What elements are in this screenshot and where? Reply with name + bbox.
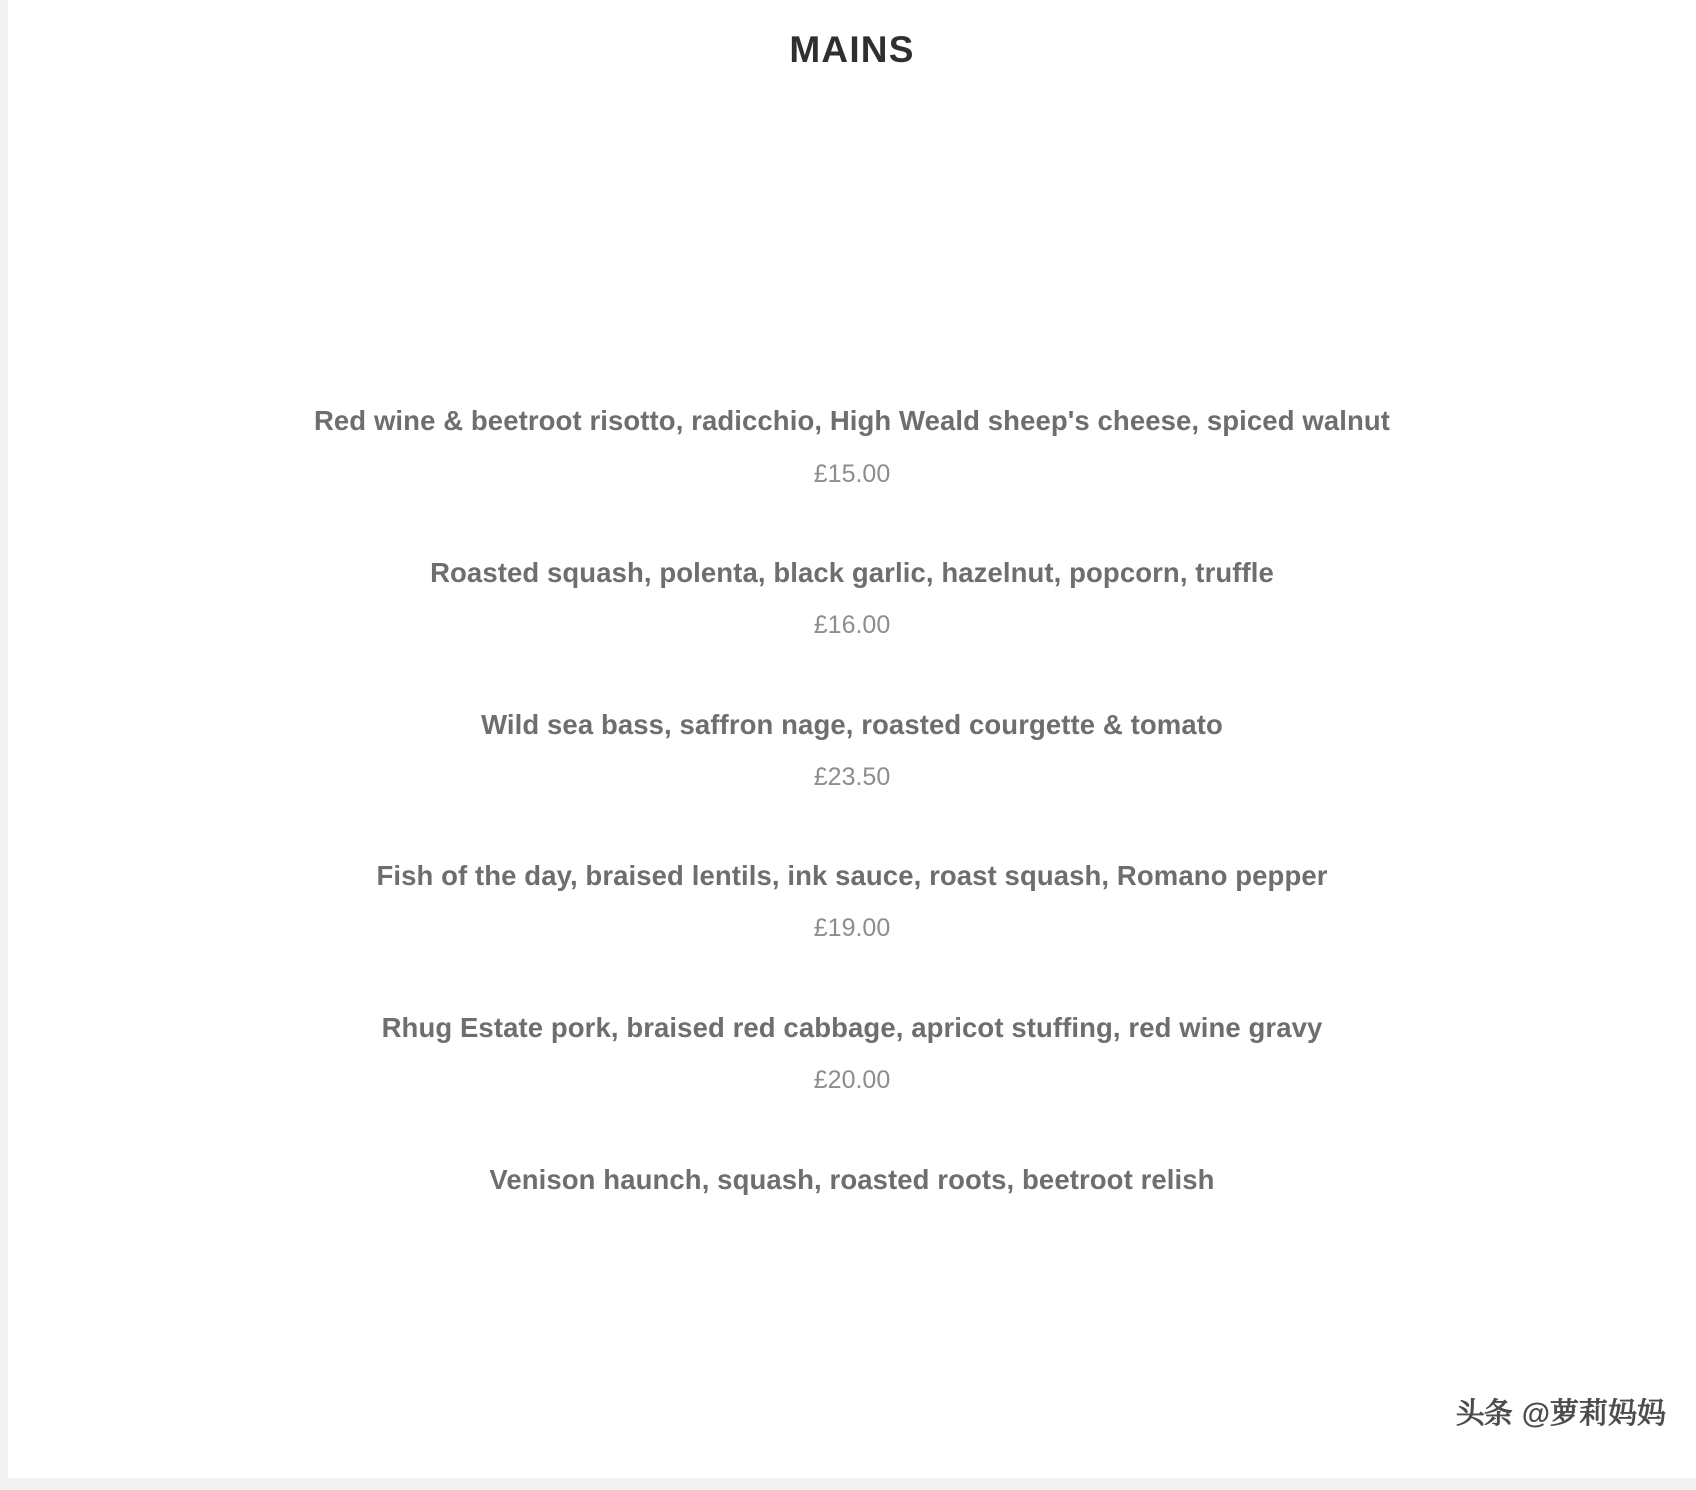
watermark [1456,1391,1666,1432]
menu-item-price: £16.00 [813,611,891,640]
menu-item [98,554,1606,642]
watermark-handle: @萝莉妈妈 [1521,1398,1666,1430]
menu-item [98,402,1606,490]
menu-item-price: £23.50 [813,762,891,791]
menu-item-name: Venison haunch, squash, roasted roots, beetroot relish [489,1163,1215,1195]
menu-item [98,1161,1606,1198]
menu-item-name: Rhug Estate pork, braised red cabbage, apricot stuffing, red wine gravy [381,1011,1323,1043]
menu-item-price: £20.00 [813,1066,891,1095]
menu-item-name: Red wine & beetroot risotto, radicchio, High Weald sheep's cheese, spiced walnut [313,405,1391,437]
menu-item [98,857,1606,945]
menu-container [8,0,1696,1478]
toutiao-logo-icon: 头条 [1455,1398,1512,1430]
menu-item-name: Wild sea bass, saffron nage, roasted courgette & tomato [481,708,1223,740]
menu-item [98,706,1606,794]
menu-item [98,1009,1606,1097]
menu-item-name: Roasted squash, polenta, black garlic, hazelnut, popcorn, truffle [430,557,1274,589]
menu-item-list [98,402,1606,1197]
page-title: MAINS [789,29,915,70]
menu-item-name: Fish of the day, braised lentils, ink sauce, roast squash, Romano pepper [376,860,1328,892]
menu-item-price: £15.00 [813,459,891,488]
menu-item-price: £19.00 [813,914,891,943]
